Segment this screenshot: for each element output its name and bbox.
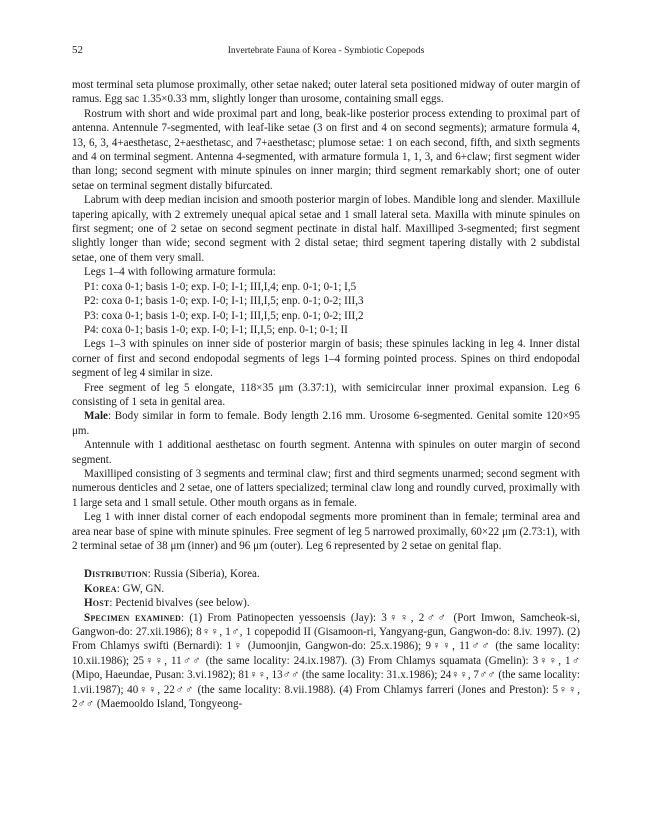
paragraph-male-leg1: Leg 1 with inner distal corner of each endopodal segments more prominent than in female; terminal area and area near base of spine with minute spinules. Free segment of leg 5 narrowed proximally, 60×22 μm (2.73:1), with 2 terminal setae of 38 μm (inner) and 96 μm (outer). Leg 6 represented by 2 setae on genital flap. <box>72 511 580 552</box>
paragraph-male <box>72 409 580 438</box>
paragraph-leg5: Free segment of leg 5 elongate, 118×35 μm (3.37:1), with semicircular inner proximal expansion. Leg 6 consisting of 1 seta in genital area. <box>72 381 580 408</box>
running-title: Invertebrate Fauna of Korea - Symbiotic Copepods <box>227 45 425 56</box>
host-text: : Pectenid bivalves (see below). <box>109 597 250 610</box>
korea-text: : GW, GN. <box>116 582 165 595</box>
korea-heading: Korea <box>84 582 117 595</box>
host-line <box>72 596 580 610</box>
page-number: 52 <box>72 44 83 56</box>
paragraph-male-maxilliped: Maxilliped consisting of 3 segments and terminal claw; first and third segments unarmed; second segment with numerous denticles and 2 setae, one of latters specialized; terminal claw long and roundly curved, proximally with 1 large seta and 1 small setule. Other mouth organs as in female. <box>72 467 580 509</box>
paragraph-legs-spinules: Legs 1–3 with spinules on inner side of posterior margin of basis; these spinules lacking in leg 4. Inner distal corner of first and second endopodal segments of legs 1–4 forming pointed process. Spines on third endopodal segment of leg 4 similar in size. <box>72 338 580 380</box>
formula-p4: P4: coxa 0-1; basis 1-0; exp. I-0; I-1; II,I,5; enp. 0-1; 0-1; II <box>84 323 348 336</box>
paragraph-male-antennule: Antennule with 1 additional aesthetasc on fourth segment. Antenna with spinules on outer margin of second segment. <box>72 439 580 466</box>
specimen-text: : (1) From Patinopecten yessoensis (Jay): 3♀♀, 2♂♂ (Port Imwon, Samcheok-si, Gangwon-do: 27.xii.1986); 8♀♀, 1♂, 1 copepodid II (Gisamoon-ri, Yangyang-gun, Gangwon-do: 8.iv. 1997). (2) From Chlamys swifti (Bernardi): 1♀ (Jumoonjin, Gangwon-do: 25.x.1986); 9♀♀, 11♂♂ (the same locality: 10.xii.1986); 25♀♀, 11♂♂ (the same locality: 24.ix.1987). (3) From Chlamys squamata (Gmelin): 3♀♀, 1♂ (Mipo, Haeundae, Pusan: 3.vi.1982); 81♀♀, 13♂♂ (the same locality: 31.x.1986); 24♀♀, 7♂♂ (the same locality: 1.vii.1987); 40♀♀, 22♂♂ (the same locality: 8.vii.1988). (4) From Chlamys farreri (Jones and Preston): 5♀♀, 2♂♂ (Maemooldo Island, Tongyeong- <box>72 611 580 711</box>
formula-p3: P3: coxa 0-1; basis 1-0; exp. I-0; I-1; III,I,5; enp. 0-1; 0-2; III,2 <box>84 309 364 322</box>
specimen-heading: Specimen examined <box>84 611 182 624</box>
paragraph-rostrum: Rostrum with short and wide proximal part and long, beak-like posterior process extending to proximal part of antenna. Antennule 7-segmented, with leaf-like setae (3 on first and 4 on second segments); armature formula 4, 13, 6, 3, 4+aesthetasc, 2+aesthetasc, and 7+aesthetasc; plumose setae: 1 on each second, fifth, and sixth segments and 4 on terminal segment. Antenna 4-segmented, with armature formula 1, 1, 3, and 6+claw; first segment wider than long; second segment with minute spinules on inner margin; third segment remarkably short; one of outer setae on terminal segment distally bifurcated. <box>72 107 580 192</box>
page-header <box>72 44 580 60</box>
korea-line <box>72 582 580 596</box>
paragraph-legs-formula-intro: Legs 1–4 with following armature formula: <box>84 266 276 279</box>
male-separator: : <box>107 410 115 423</box>
distribution-text: : Russia (Siberia), Korea. <box>147 568 260 581</box>
formula-p2: P2: coxa 0-1; basis 1-0; exp. I-0; I-1; III,I,5; enp. 0-1; 0-2; III,3 <box>84 295 364 308</box>
distribution-line <box>72 567 580 581</box>
male-heading: Male <box>84 410 108 423</box>
paragraph-labrum: Labrum with deep median incision and smooth posterior margin of lobes. Mandible long and slender. Maxillule tapering apically, with 2 extremely unequal apical setae and 1 small lateral seta. Maxilla with minute spinules on first segment; one of 2 setae on second segment pectinate in distal half. Maxilliped 3-segmented; first segment slightly longer than wide; second segment with 2 distal setae; third segment tapering distally with 2 subdistal setae, one of them very small. <box>72 194 580 264</box>
body-text <box>72 78 580 711</box>
specimen-paragraph <box>72 611 580 712</box>
male-text: Body similar in form to female. Body length 2.16 mm. Urosome 6-segmented. Genital somite 120×95 μm. <box>72 410 580 437</box>
formula-p1: P1: coxa 0-1; basis 1-0; exp. I-0; I-1; III,I,4; enp. 0-1; 0-1; I,5 <box>84 280 357 293</box>
section-gap <box>72 553 580 567</box>
host-heading: Host <box>84 597 110 610</box>
distribution-heading: Distribution <box>84 568 148 581</box>
paragraph-continuation: most terminal seta plumose proximally, other setae naked; outer lateral seta positioned midway of outer margin of ramus. Egg sac 1.35×0.33 mm, slightly longer than urosome, containing small eggs. <box>72 79 580 106</box>
